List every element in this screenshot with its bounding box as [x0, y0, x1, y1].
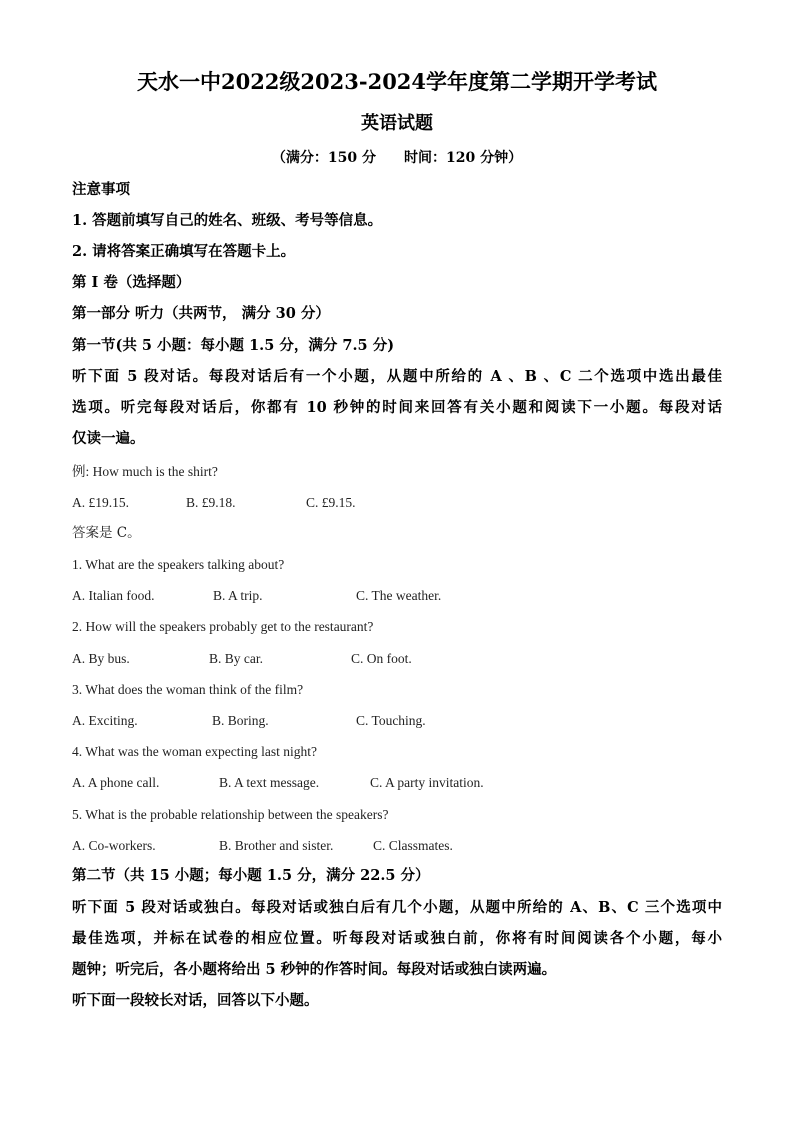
question-1: 1. What are the speakers talking about?: [72, 557, 285, 572]
exam-title: 天水一中2022级2023-2024学年度第二学期开学考试: [136, 69, 658, 94]
question-5-option-c: C. Classmates.: [373, 838, 453, 853]
section2-instruction-line: 最佳选项，并标在试卷的相应位置。听每段对话或独白前，你将有时间阅读各个小题，每小: [72, 930, 722, 947]
question-4-option-a: A. A phone call.: [72, 775, 160, 790]
question-3-option-c: C. Touching.: [356, 713, 426, 728]
question-5-option-b: B. Brother and sister.: [219, 838, 334, 853]
section1-instruction-line: 仅读一遍。: [72, 430, 145, 447]
section2-heading: 第二节（共 15 小题；每小题 1.5 分，满分 22.5 分）: [72, 867, 430, 884]
exam-meta: （满分：150 分 时间：120 分钟）: [271, 150, 523, 166]
section2-lead: 听下面一段较长对话，回答以下小题。: [72, 992, 319, 1009]
example-answer: 答案是 C。: [72, 525, 141, 541]
question-4-option-b: B. A text message.: [219, 775, 320, 790]
section1-heading: 第一节(共 5 小题：每小题 1.5 分，满分 7.5 分): [72, 337, 395, 354]
section1-instruction-line: 选项。听完每段对话后，你都有 10 秒钟的时间来回答有关小题和阅读下一小题。每段对话: [72, 399, 722, 416]
question-5-option-a: A. Co-workers.: [72, 838, 156, 853]
note-item-2: 2. 请将答案正确填写在答题卡上。: [72, 243, 296, 260]
section2-instruction-line: 听下面 5 段对话或独白。每段对话或独白后有几个小题，从题中所给的 A、B、C 三个选项中: [72, 899, 722, 916]
notes-heading: 注意事项: [72, 181, 130, 198]
question-2-option-c: C. On foot.: [351, 651, 412, 666]
question-3-option-b: B. Boring.: [212, 713, 269, 728]
exam-subtitle: 英语试题: [361, 113, 433, 134]
question-2-option-b: B. By car.: [209, 651, 263, 666]
question-3: 3. What does the woman think of the film?: [72, 682, 304, 697]
example-option-c: C. £9.15.: [306, 495, 356, 510]
question-4: 4. What was the woman expecting last night?: [72, 744, 317, 759]
part1-heading: 第一部分 听力（共两节， 满分 30 分）: [72, 305, 330, 322]
volume-heading: 第 I 卷（选择题）: [72, 274, 191, 291]
question-1-option-c: C. The weather.: [356, 588, 442, 603]
question-2-option-a: A. By bus.: [72, 651, 130, 666]
example-question: 例: How much is the shirt?: [72, 464, 218, 479]
question-3-option-a: A. Exciting.: [72, 713, 138, 728]
section2-instruction-line: 题钟；听完后，各小题将给出 5 秒钟的作答时间。每段对话或独白读两遍。: [72, 961, 557, 978]
example-option-a: A. £19.15.: [72, 495, 129, 510]
section1-instruction-line: 听下面 5 段对话。每段对话后有一个小题，从题中所给的 A 、B 、C 二个选项中选出最佳: [72, 368, 722, 385]
example-option-b: B. £9.18.: [186, 495, 236, 510]
question-5: 5. What is the probable relationship between the speakers?: [72, 807, 389, 822]
note-item-1: 1. 答题前填写自己的姓名、班级、考号等信息。: [72, 212, 383, 229]
question-2: 2. How will the speakers probably get to the restaurant?: [72, 619, 374, 634]
question-1-option-a: A. Italian food.: [72, 588, 155, 603]
question-4-option-c: C. A party invitation.: [370, 775, 484, 790]
question-1-option-b: B. A trip.: [213, 588, 263, 603]
